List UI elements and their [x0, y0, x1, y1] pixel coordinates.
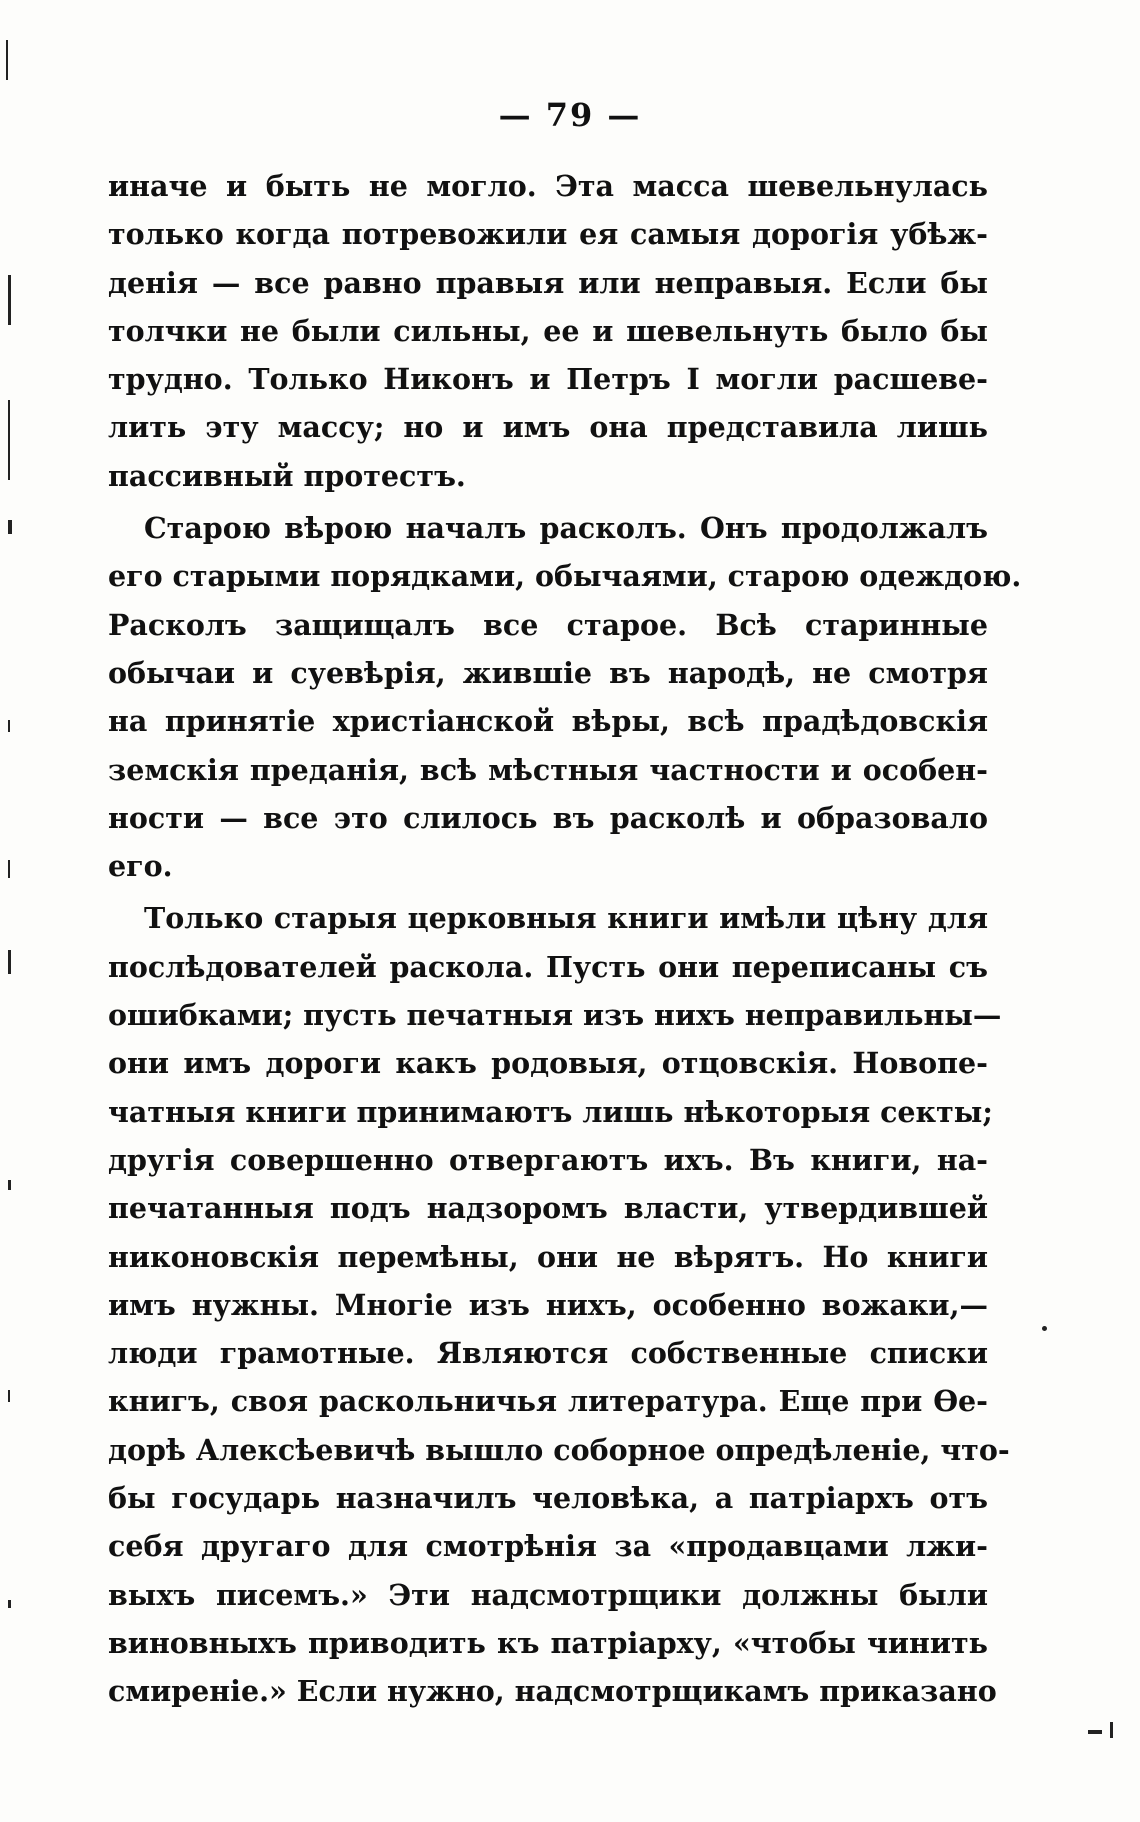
margin-speck [1088, 1730, 1102, 1734]
text-line: чатныя книги принимаютъ лишь нѣкоторыя секты; [108, 1094, 993, 1129]
margin-speck [8, 1390, 10, 1402]
text-line: смиреніе.» Если нужно, надсмотрщикамъ приказано [108, 1674, 997, 1709]
text-line: другія совершенно отвергаютъ ихъ. Въ книги, на- [108, 1142, 988, 1177]
text-line: дорѣ Алексѣевичѣ вышло соборное опредѣленіе, что- [108, 1432, 1010, 1467]
text-line: обычаи и суевѣрія, жившіе въ народѣ, не смотря [108, 655, 988, 690]
text-line: трудно. Только Никонъ и Петръ I могли расшеве- [108, 362, 988, 397]
text-line: выхъ писемъ.» Эти надсмотрщики должны были [108, 1577, 988, 1612]
text-line: денія — все равно правыя или неправыя. Если бы [108, 265, 988, 300]
text-line: печатанныя подъ надзоромъ власти, утвердившей [108, 1191, 988, 1226]
text-line: книгъ, своя раскольничья литература. Еще при Ѳе- [108, 1384, 988, 1419]
text-line: послѣдователей раскола. Пусть они переписаны съ [108, 949, 988, 984]
text-line: пассивный протестъ. [108, 458, 466, 493]
margin-speck [1042, 1326, 1047, 1331]
paragraph-3 [108, 894, 1010, 1715]
body-text [108, 162, 1022, 1720]
paragraph-1 [108, 162, 988, 500]
text-line: ошибками; пусть печатныя изъ нихъ неправильны— [108, 998, 1002, 1033]
margin-speck [8, 520, 12, 534]
text-line: они имъ дороги какъ родовыя, отцовскія. Новопе- [108, 1046, 988, 1081]
text-line: Расколъ защищалъ все старое. Всѣ старинные [108, 607, 988, 642]
text-line: никоновскія перемѣны, они не вѣрятъ. Но книги [108, 1239, 988, 1274]
text-line: лить эту массу; но и имъ она представила лишь [108, 410, 988, 445]
margin-speck [8, 275, 11, 325]
text-line: Только старыя церковныя книги имѣли цѣну для [144, 901, 988, 936]
margin-speck [6, 40, 8, 80]
text-line: его. [108, 849, 173, 884]
margin-speck [8, 400, 10, 480]
text-line: виновныхъ приводить къ патріарху, «чтобы чинить [108, 1625, 988, 1660]
paragraph-2 [108, 504, 1022, 890]
text-line: Старою вѣрою началъ расколъ. Онъ продолжалъ [144, 511, 988, 546]
text-line: его старыми порядками, обычаями, старою одеждою. [108, 559, 1022, 594]
margin-speck [8, 1180, 11, 1190]
margin-speck [8, 950, 11, 974]
page-number: — 79 — [498, 96, 642, 134]
text-line: на принятіе христіанской вѣры, всѣ прадѣдовскія [108, 704, 988, 739]
text-line: себя другаго для смотрѣнія за «продавцами лжи- [108, 1529, 988, 1564]
text-line: имъ нужны. Многіе изъ нихъ, особенно вожаки,— [108, 1287, 988, 1322]
text-line: иначе и быть не могло. Эта масса шевельнулась [108, 169, 988, 203]
text-line: ности — все это слилось въ расколѣ и образовало [108, 800, 988, 835]
text-line: бы государь назначилъ человѣка, а патріархъ отъ [108, 1481, 988, 1516]
text-line: толчки не были сильны, ее и шевельнуть было бы [108, 313, 988, 348]
margin-speck [1110, 1722, 1113, 1738]
margin-speck [8, 1600, 11, 1608]
text-line: земскія преданія, всѣ мѣстныя частности и особен- [108, 752, 988, 787]
margin-speck [8, 720, 10, 732]
text-line: люди грамотные. Являются собственные списки [108, 1336, 988, 1371]
margin-speck [8, 860, 10, 878]
text-line: только когда потревожили ея самыя дорогія убѣж- [108, 217, 988, 252]
